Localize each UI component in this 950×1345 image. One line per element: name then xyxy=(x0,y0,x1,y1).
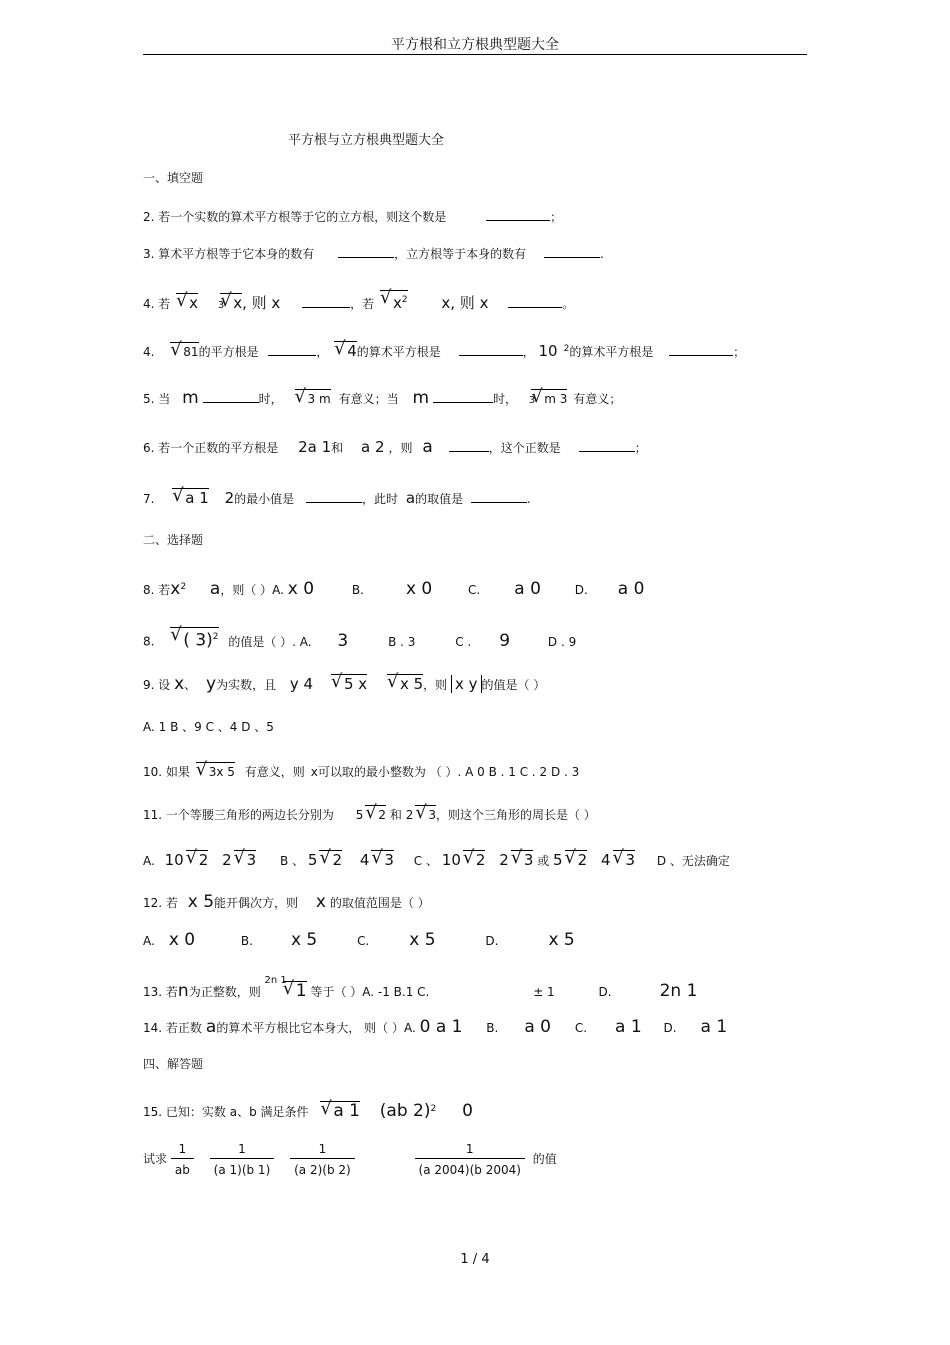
q9-prefix: 9. 设 xyxy=(143,678,171,692)
option-c: a 0 xyxy=(514,579,541,599)
option-b: x 5 xyxy=(290,930,318,950)
q4b-comma2: ， xyxy=(522,345,535,359)
exponent: 2 xyxy=(401,295,408,305)
coef: 4 xyxy=(359,851,370,869)
cbrt-x xyxy=(217,293,243,312)
question-4b xyxy=(143,340,823,361)
separator: 、 xyxy=(184,678,197,692)
question-8b xyxy=(143,627,823,651)
q5-text: 有意义；当 xyxy=(338,392,399,406)
const-2: 2 xyxy=(224,489,235,507)
coef: 5 xyxy=(553,851,563,869)
expr-x-5: x 5 xyxy=(187,892,215,912)
radicand: 3 xyxy=(625,851,636,869)
q5-when: 时， xyxy=(258,392,283,406)
option-c: x 5 xyxy=(409,930,436,950)
radicand: 3x 5 xyxy=(208,765,235,779)
sqrt-x-minus-5 xyxy=(387,674,423,693)
q5-end: 有意义； xyxy=(573,392,622,406)
option-d-label: D. xyxy=(663,1021,677,1035)
q3-text-b: ，立方根等于本身的数有 xyxy=(394,247,527,261)
question-7 xyxy=(143,488,823,508)
coef: 4 xyxy=(600,851,611,869)
coef: 5 xyxy=(355,808,364,822)
q4a-then: , 则 x xyxy=(242,294,281,312)
q4a-then2: x, 则 x xyxy=(441,294,489,312)
q4b-prefix: 4. xyxy=(143,345,155,359)
q10-text-a: 有意义，则 xyxy=(244,765,305,779)
question-11-options xyxy=(143,850,823,870)
q4b-end: ； xyxy=(733,345,746,359)
option-a-label: A. xyxy=(143,934,155,948)
denominator: (a 1)(b 1) xyxy=(213,1163,271,1177)
q11-prefix: 11. 一个等腰三角形的两边长分别为 xyxy=(143,808,334,822)
or-text: 或 xyxy=(537,854,550,868)
q14-prefix: 14. 若正数 xyxy=(143,1021,202,1035)
q13-text-a: 为正整数，则 xyxy=(188,985,261,999)
q4b-text-c: 的算术平方根是 xyxy=(569,345,654,359)
sqrt-5-minus-x xyxy=(331,674,367,693)
option-d-label: D. xyxy=(485,934,499,948)
q6-prefix: 6. 若一个正数的平方根是 xyxy=(143,441,279,455)
q9-text: 为实数，且 xyxy=(216,678,277,692)
answer-blank xyxy=(544,243,600,258)
radicand: a 1 xyxy=(185,489,209,507)
sqrt-a-1 xyxy=(320,1101,360,1120)
radicand: x xyxy=(233,294,243,312)
q10-prefix: 10. 如果 xyxy=(143,765,190,779)
coef: 5 xyxy=(307,851,318,869)
denominator: (a 2004)(b 2004) xyxy=(418,1163,521,1177)
sqrt-3 xyxy=(613,850,636,869)
option-d: 2n 1 xyxy=(659,981,698,1001)
question-11 xyxy=(143,805,823,824)
sqrt-3 xyxy=(415,805,436,824)
q4a-comma: ，若 xyxy=(350,297,375,311)
radicand: 4 xyxy=(347,342,357,360)
q4b-text-a: 的平方根是 xyxy=(198,345,259,359)
radicand: 3 xyxy=(523,851,534,869)
sqrt-2 xyxy=(463,850,486,869)
sqrt-81 xyxy=(170,342,198,361)
option-c: 9 xyxy=(499,630,511,651)
sqrt-2 xyxy=(186,850,209,869)
q15-ask: 试求 xyxy=(143,1152,168,1166)
option-c: a 1 xyxy=(615,1017,642,1037)
var-y: y xyxy=(206,674,217,694)
cube-index: 3 xyxy=(528,395,536,406)
option-d-label: D. xyxy=(574,583,588,597)
expr-2a-1: 2a 1 xyxy=(298,438,332,456)
numerator: 1 xyxy=(290,1140,355,1159)
q14-text: 的算术平方根比它本身大， 则（ ）A. xyxy=(216,1021,416,1035)
section-solve: 四、解答题 xyxy=(143,1057,204,1071)
q13-prefix: 13. 若 xyxy=(143,985,178,999)
answer-blank xyxy=(669,341,733,356)
cube-index: 3 xyxy=(217,300,225,311)
var-a: a xyxy=(209,579,221,599)
exponent: 2 xyxy=(430,1104,437,1114)
q15-prefix: 15. 已知：实数 a、b 满足条件 xyxy=(143,1105,309,1119)
page-header: 平方根和立方根典型题大全 xyxy=(391,37,559,53)
exponent: 2 xyxy=(180,582,187,592)
option-d: x 5 xyxy=(548,930,575,950)
question-13 xyxy=(143,975,823,1001)
q6-text: ，这个正数是 xyxy=(488,441,561,455)
q3-text-a: 3. 算术平方根等于它本身的数有 xyxy=(143,247,315,261)
option-c-label: C . xyxy=(455,634,472,649)
question-10 xyxy=(143,762,823,781)
sqrt-2 xyxy=(565,850,588,869)
root-index: 2n 1 xyxy=(264,975,287,986)
q5-when2: 时， xyxy=(493,392,518,406)
sqrt-2 xyxy=(365,805,386,824)
q4a-prefix: 4. 若 xyxy=(143,297,171,311)
denominator: ab xyxy=(174,1163,190,1177)
q7-text-b: ，此时 xyxy=(362,492,399,506)
option-b-label: B. xyxy=(351,583,364,597)
cbrt-m-minus-3 xyxy=(528,389,568,408)
option-b-label: B 、 xyxy=(280,854,305,868)
q6-end: ； xyxy=(634,441,647,455)
radicand: m 3 xyxy=(544,392,568,406)
sqrt-neg3-squared xyxy=(170,627,218,650)
radicand: 2 xyxy=(332,851,343,869)
sqrt-a-1 xyxy=(172,488,209,507)
var-x: x xyxy=(315,892,326,912)
sqrt-3x-minus-5 xyxy=(196,762,235,781)
question-5 xyxy=(143,388,823,410)
option-a: x 0 xyxy=(168,930,196,950)
q10-text-b: 可以取的最小整数为 （ ）. A 0 B . 1 C . 2 D . 3 xyxy=(317,765,580,779)
q11-and: 和 xyxy=(389,808,402,822)
fraction xyxy=(290,1140,355,1179)
q4b-comma: ， xyxy=(316,345,329,359)
option-d: a 0 xyxy=(617,579,645,599)
question-2 xyxy=(143,206,823,226)
answer-blank xyxy=(433,388,493,403)
radicand: ( 3) xyxy=(183,630,213,651)
q6-and: 和 xyxy=(331,441,344,455)
radicand: 3 m xyxy=(307,392,331,406)
q12-text-a: 能开偶次方，则 xyxy=(214,896,299,910)
answer-blank xyxy=(338,243,394,258)
abs-x-minus-y: x y xyxy=(451,675,482,693)
radicand: 2 xyxy=(475,851,486,869)
sqrt-3 xyxy=(234,850,257,869)
section-choice: 二、选择题 xyxy=(143,533,204,547)
var-a: a xyxy=(205,1017,217,1037)
q2-end: ； xyxy=(550,210,563,224)
exponent: 2 xyxy=(212,632,219,642)
option-c-label: C. xyxy=(357,934,370,948)
var-m: m xyxy=(182,388,199,408)
option-c-label: C. xyxy=(468,583,481,597)
document-title: 平方根与立方根典型题大全 xyxy=(288,133,445,148)
sqrt-3-minus-m xyxy=(295,389,331,408)
sqrt-3 xyxy=(371,850,394,869)
q8a-prefix: 8. 若 xyxy=(143,583,171,597)
q7-text-c: 的取值是 xyxy=(415,492,464,506)
option-a: 3 xyxy=(337,630,349,651)
radicand: x 5 xyxy=(399,675,424,693)
radicand: x xyxy=(189,294,198,312)
expr-y-4: y 4 xyxy=(289,675,314,693)
answer-blank xyxy=(579,437,635,452)
var-a: a xyxy=(405,489,416,507)
q11-text: ，则这个三角形的周长是（ ） xyxy=(435,808,596,822)
question-12-options xyxy=(143,931,823,950)
q5-prefix: 5. 当 xyxy=(143,392,171,406)
q7-prefix: 7. xyxy=(143,492,155,506)
page-number: 1 / 4 xyxy=(460,1252,490,1267)
sqrt-2 xyxy=(319,850,342,869)
coef: 2 xyxy=(499,851,509,869)
q15-end: 的值 xyxy=(532,1152,557,1166)
sqrt-x-squared xyxy=(380,290,408,312)
sqrt-x xyxy=(176,293,198,312)
q8b-text: 的值是（ ）. A. xyxy=(228,634,312,649)
question-9 xyxy=(143,674,823,694)
option-d-label: D. xyxy=(598,985,612,999)
question-9-options: A. 1 B 、9 C 、4 D 、5 xyxy=(143,720,274,734)
question-6 xyxy=(143,437,823,457)
radicand: x xyxy=(392,294,402,312)
q7-text-a: 的最小值是 xyxy=(234,492,295,506)
answer-blank xyxy=(459,341,523,356)
header-rule xyxy=(143,54,807,55)
numerator: 1 xyxy=(415,1140,525,1159)
question-12 xyxy=(143,893,823,912)
radicand: 81 xyxy=(183,345,199,359)
option-a: 0 a 1 xyxy=(419,1017,463,1037)
q9-then: ，则 xyxy=(423,678,448,692)
radicand: 2 xyxy=(378,808,387,822)
option-c-label: C. xyxy=(574,1021,588,1035)
question-15-expression xyxy=(143,1140,823,1179)
q8a-text: ，则（ ）A. xyxy=(220,583,284,597)
option-c-label: C 、 xyxy=(413,854,438,868)
radicand: 1 xyxy=(295,981,307,1001)
option-b-label: B. xyxy=(486,1021,499,1035)
var-m: m xyxy=(412,388,430,408)
radicand: a 1 xyxy=(333,1101,360,1121)
option-d: a 1 xyxy=(700,1017,728,1037)
radicand: 2 xyxy=(198,851,209,869)
question-14 xyxy=(143,1018,823,1037)
coef: 2 xyxy=(405,808,414,822)
q4a-end: 。 xyxy=(562,297,575,311)
zero: 0 xyxy=(462,1101,473,1121)
option-a: x 0 xyxy=(287,579,315,599)
option-b: a 0 xyxy=(524,1017,551,1037)
expr-ab-2: (ab 2) xyxy=(379,1101,431,1121)
q9-end: 的值是（ ） xyxy=(481,678,546,692)
q12-prefix: 12. 若 xyxy=(143,896,178,910)
question-3 xyxy=(143,243,823,263)
q6-then: ，则 xyxy=(388,441,413,455)
option-c: ± 1 xyxy=(533,985,555,999)
fraction xyxy=(415,1140,525,1179)
answer-blank xyxy=(306,488,362,503)
sqrt-3 xyxy=(511,850,534,869)
question-15 xyxy=(143,1100,823,1121)
question-8a xyxy=(143,578,823,599)
q7-end: . xyxy=(526,492,531,506)
numerator: 1 xyxy=(210,1140,275,1159)
radicand: 3 xyxy=(246,851,257,869)
q13-text-b: 等于（ ）A. -1 B.1 C. xyxy=(310,985,430,999)
answer-blank xyxy=(449,437,489,452)
expr-a-2: a 2 xyxy=(360,438,385,456)
sqrt-4 xyxy=(334,341,357,360)
option-d: D 、无法确定 xyxy=(656,854,730,868)
option-b: B . 3 xyxy=(388,634,416,649)
answer-blank xyxy=(486,206,550,221)
radicand: 3 xyxy=(384,851,394,869)
option-d: D . 9 xyxy=(547,634,577,649)
coef: 10 xyxy=(441,851,461,869)
q3-end: . xyxy=(599,247,604,261)
exponent: 2 xyxy=(563,344,570,354)
var-x: x xyxy=(310,765,318,779)
answer-blank xyxy=(508,293,562,308)
numerator: 1 xyxy=(171,1140,194,1159)
q4b-text-b: 的算术平方根是 xyxy=(356,345,441,359)
answer-blank xyxy=(471,488,527,503)
var-a: a xyxy=(422,437,433,457)
radicand: 3 xyxy=(428,808,436,822)
radicand: 5 x xyxy=(343,675,368,693)
denominator: (a 2)(b 2) xyxy=(294,1163,351,1177)
option-b: x 0 xyxy=(405,579,433,599)
answer-blank xyxy=(302,293,350,308)
nth-root-neg1 xyxy=(283,981,307,1000)
ten: 10 xyxy=(538,342,558,360)
section-fill-blank: 一、填空题 xyxy=(143,171,204,185)
coef: 10 xyxy=(164,851,184,869)
fraction xyxy=(171,1140,194,1179)
radicand: 2 xyxy=(577,851,588,869)
option-a-label: A. xyxy=(143,854,155,868)
var-n: n xyxy=(177,981,189,1001)
var-x: x xyxy=(170,579,181,599)
option-b-label: B. xyxy=(240,934,253,948)
q8b-prefix: 8. xyxy=(143,634,155,649)
answer-blank xyxy=(268,341,316,356)
fraction xyxy=(210,1140,275,1179)
q12-text-b: 的取值范围是（ ） xyxy=(329,896,430,910)
var-x: x xyxy=(174,674,185,694)
q2-text: 2. 若一个实数的算术平方根等于它的立方根，则这个数是 xyxy=(143,210,447,224)
answer-blank xyxy=(203,388,259,403)
question-4a xyxy=(143,290,823,315)
coef: 2 xyxy=(222,851,232,869)
